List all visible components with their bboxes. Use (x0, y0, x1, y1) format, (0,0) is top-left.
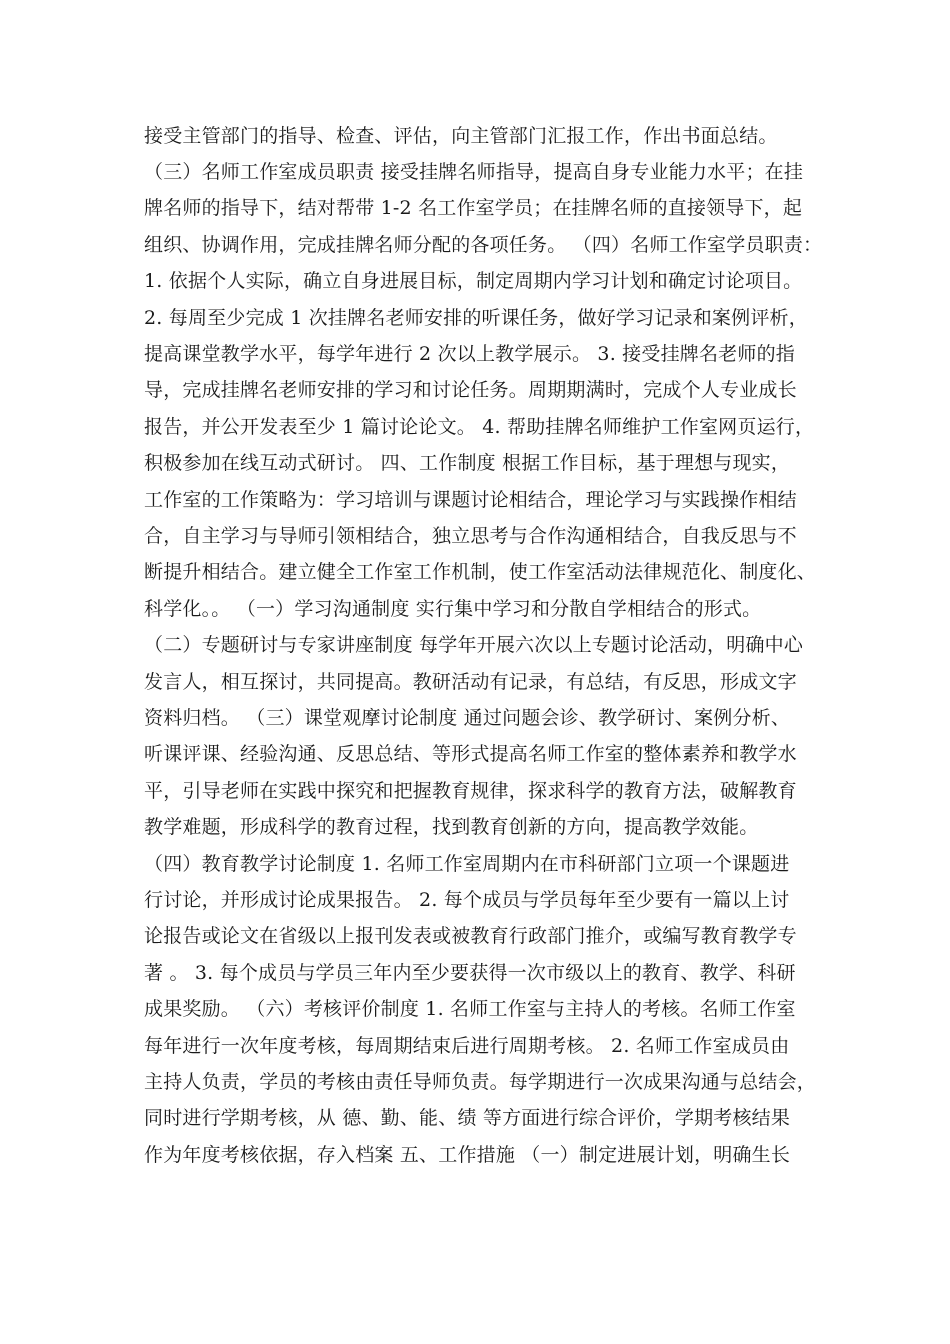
text-line: 每年进行一次年度考核，每周期结束后进行周期考核。 2. 名师工作室成员由 (144, 1035, 790, 1057)
text-line: 发言人，相互探讨，共同提高。教研活动有记录，有总结，有反思，形成文字 (144, 671, 797, 693)
text-line: 论报告或论文在省级以上报刊发表或被教育行政部门推介，或编写教育教学专 (144, 925, 797, 947)
text-line: 合，自主学习与导师引领相结合，独立思考与合作沟通相结合，自我反思与不 (144, 525, 797, 547)
text-line: 提高课堂教学水平，每学年进行 2 次以上教学展示。 3. 接受挂牌名老师的指 (144, 343, 795, 365)
text-line: 工作室的工作策略为：学习培训与课题讨论相结合，理论学习与实践操作相结 (144, 489, 797, 511)
text-line: 资料归档。 （三）课堂观摩讨论制度 通过问题会诊、教学研讨、案例分析、 (144, 707, 791, 729)
text-line: 导，完成挂牌名老师安排的学习和讨论任务。周期期满时，完成个人专业成长 (144, 379, 797, 401)
text-line: 平，引导老师在实践中探究和把握教育规律，探求科学的教育方法，破解教育 (144, 780, 797, 802)
text-line: 积极参加在线互动式研讨。 四、工作制度 根据工作目标，基于理想与现实， (144, 452, 791, 474)
text-line: 作为年度考核依据，存入档案 五、工作措施 （一）制定进展计划，明确生长 (144, 1144, 791, 1166)
text-line: 教学难题，形成科学的教育过程，找到教育创新的方向，提高教学效能。 (144, 816, 759, 838)
text-line: 成果奖励。 （六）考核评价制度 1. 名师工作室与主持人的考核。名师工作室 (144, 998, 796, 1020)
text-line: 断提升相结合。建立健全工作室工作机制，使工作室活动法律规范化、制度化、 (144, 561, 817, 583)
text-line: 科学化。。 （一）学习沟通制度 实行集中学习和分散自学相结合的形式。 (144, 598, 762, 620)
text-line: 行讨论，并形成讨论成果报告。 2. 每个成员与学员每年至少要有一篇以上讨 (144, 889, 790, 911)
text-line: 著 。 3. 每个成员与学员三年内至少要获得一次市级以上的教育、教学、科研 (144, 962, 796, 984)
text-line: （三）名师工作室成员职责 接受挂牌名师指导，提高自身专业能力水平；在挂 (144, 161, 804, 183)
text-line: 同时进行学期考核，从 德、勤、能、绩 等方面进行综合评价，学期考核结果 (144, 1107, 791, 1129)
text-line: 2. 每周至少完成 1 次挂牌名老师安排的听课任务，做好学习记录和案例评析， (144, 307, 808, 329)
text-line: 听课评课、经验沟通、反思总结、等形式提高名师工作室的整体素养和教学水 (144, 743, 797, 765)
text-line: 1. 依据个人实际，确立自身进展目标，制定周期内学习计划和确定讨论项目。 (144, 270, 803, 292)
text-line: （二）专题研讨与专家讲座制度 每学年开展六次以上专题讨论活动，明确中心 (144, 634, 804, 656)
text-line: 牌名师的指导下，结对帮带 1-2 名工作室学员；在挂牌名师的直接领导下，起 (144, 197, 803, 219)
text-line: 接受主管部门的指导、检查、评估，向主管部门汇报工作，作出书面总结。 (144, 125, 778, 147)
text-line: 主持人负责，学员的考核由责任导师负责。每学期进行一次成果沟通与总结会， (144, 1071, 817, 1093)
text-line: 报告，并公开发表至少 1 篇讨论论文。 4. 帮助挂牌名师维护工作室网页运行， (144, 416, 815, 438)
text-line: （四）教育教学讨论制度 1. 名师工作室周期内在市科研部门立项一个课题进 (144, 853, 790, 875)
text-line: 组织、协调作用，完成挂牌名师分配的各项任务。 （四）名师工作室学员职责： (144, 234, 823, 256)
